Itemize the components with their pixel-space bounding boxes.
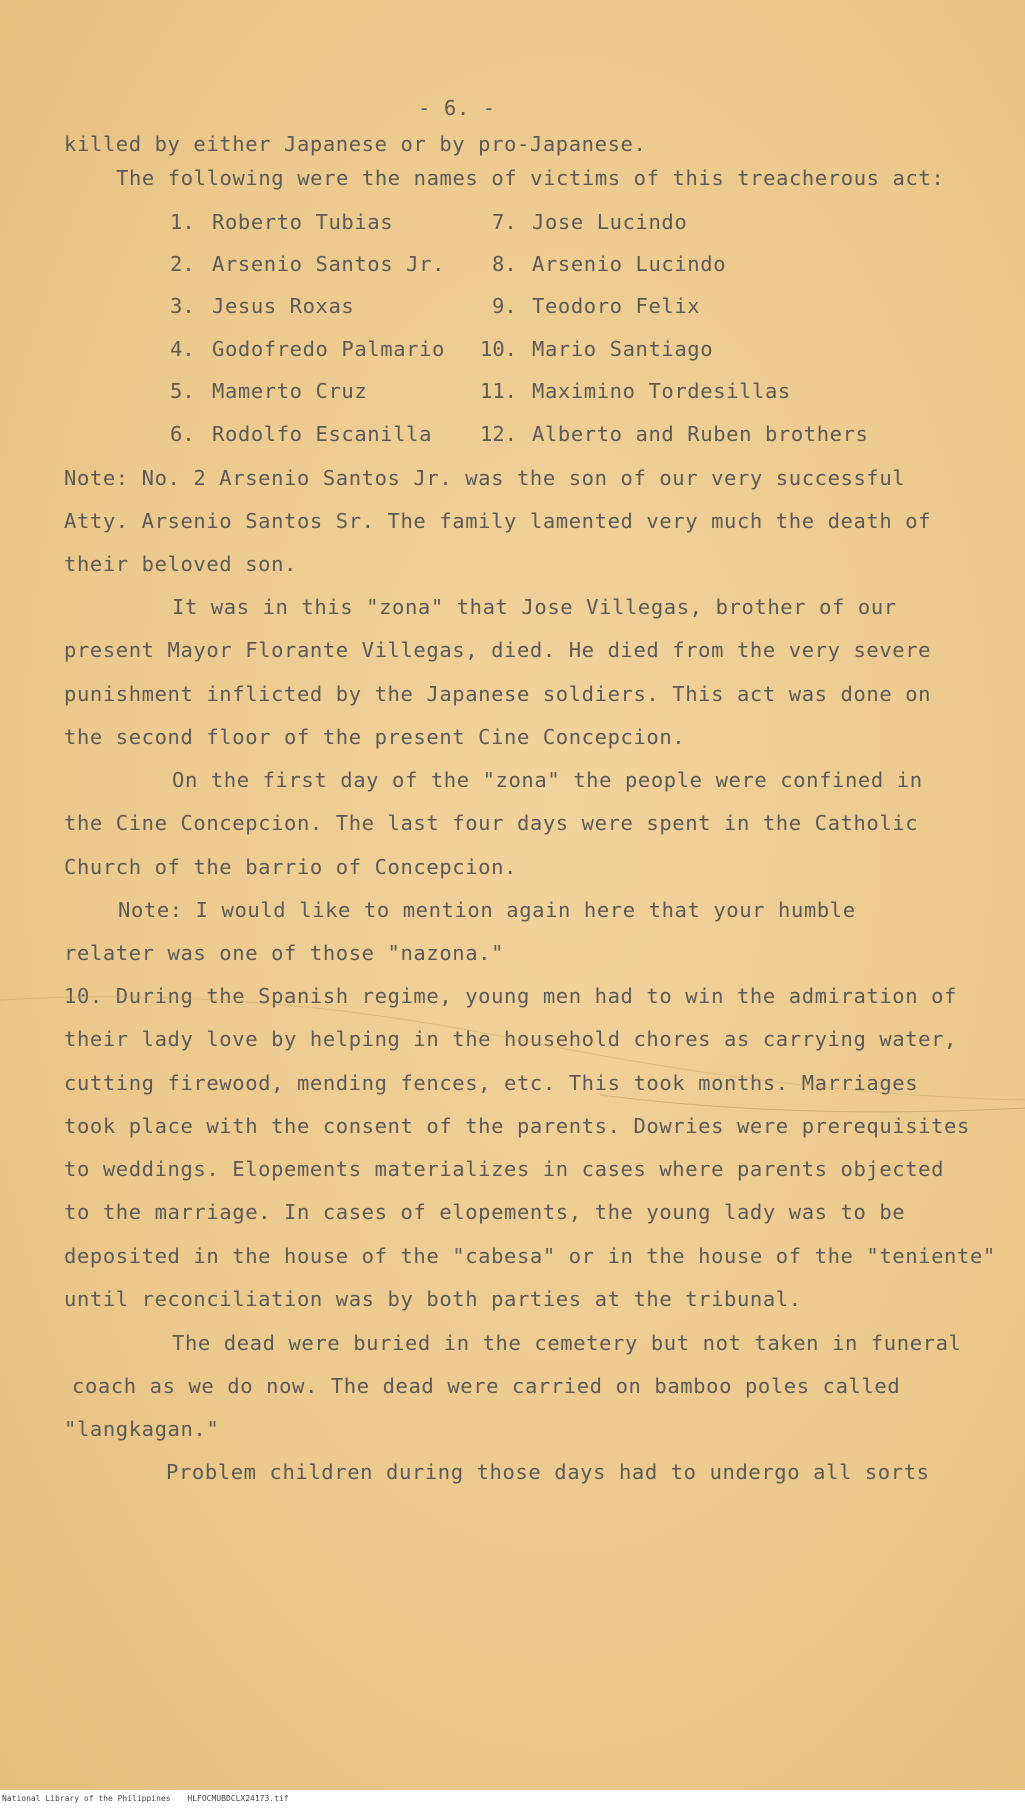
text-line: Atty. Arsenio Santos Sr. The family lamented very much the death of <box>64 509 932 533</box>
text-line: punishment inflicted by the Japanese soldiers. This act was done on <box>64 682 932 706</box>
list-name: Teodoro Felix <box>532 294 701 318</box>
text-line: present Mayor Florante Villegas, died. He died from the very severe <box>64 638 932 662</box>
list-number: 10. <box>480 337 518 361</box>
text-line: the Cine Concepcion. The last four days were spent in the Catholic <box>64 811 919 835</box>
text-line: Problem children during those days had to undergo all sorts <box>166 1460 930 1484</box>
list-name: Mario Santiago <box>532 337 714 361</box>
text-line: their lady love by helping in the household chores as carrying water, <box>64 1027 958 1051</box>
text-line: "langkagan." <box>64 1417 220 1441</box>
list-name: Rodolfo Escanilla <box>212 422 433 446</box>
list-name: Jesus Roxas <box>212 294 355 318</box>
text-line: relater was one of those "nazona." <box>64 941 505 965</box>
list-name: Arsenio Santos Jr. <box>212 252 445 276</box>
list-number: 5. <box>170 379 195 403</box>
text-line: their beloved son. <box>64 552 297 576</box>
list-number: 8. <box>492 252 517 276</box>
text-line: coach as we do now. The dead were carried on bamboo poles called <box>72 1374 901 1398</box>
list-name: Godofredo Palmario <box>212 337 445 361</box>
text-line: On the first day of the "zona" the people were confined in <box>172 768 923 792</box>
footer-file: HLFOCMUBDCLX24173.tif <box>187 1794 289 1803</box>
list-number: 3. <box>170 294 195 318</box>
list-name: Jose Lucindo <box>532 210 688 234</box>
footer-library: National Library of the Philippines <box>2 1794 171 1803</box>
text-line: The following were the names of victims of this treacherous act: <box>116 166 945 190</box>
list-name: Arsenio Lucindo <box>532 252 727 276</box>
list-name: Maximino Tordesillas <box>532 379 791 403</box>
list-number: 12. <box>480 422 518 446</box>
list-number: 11. <box>480 379 518 403</box>
text-line: until reconciliation was by both parties at the tribunal. <box>64 1287 802 1311</box>
text-line: cutting firewood, mending fences, etc. This took months. Marriages <box>64 1071 919 1095</box>
list-number: 4. <box>170 337 195 361</box>
list-number: 6. <box>170 422 195 446</box>
text-line: Note: I would like to mention again here that your humble <box>118 898 856 922</box>
list-number: 2. <box>170 252 195 276</box>
text-line: to weddings. Elopements materializes in cases where parents objected <box>64 1157 945 1181</box>
page-number: - 6. - <box>418 96 496 120</box>
list-name: Alberto and Ruben brothers <box>532 422 869 446</box>
text-line: Note: No. 2 Arsenio Santos Jr. was the son of our very successful <box>64 466 906 490</box>
text-line: deposited in the house of the "cabesa" or in the house of the "teniente" <box>64 1244 996 1268</box>
text-line: the second floor of the present Cine Concepcion. <box>64 725 686 749</box>
text-line: It was in this "zona" that Jose Villegas, brother of our <box>172 595 897 619</box>
text-line: took place with the consent of the parents. Dowries were prerequisites <box>64 1114 970 1138</box>
text-line: killed by either Japanese or by pro-Japanese. <box>64 132 647 156</box>
list-name: Mamerto Cruz <box>212 379 368 403</box>
list-number: 7. <box>492 210 517 234</box>
text-line: to the marriage. In cases of elopements, the young lady was to be <box>64 1200 906 1224</box>
text-line: Church of the barrio of Concepcion. <box>64 855 517 879</box>
list-number: 9. <box>492 294 517 318</box>
scan-footer <box>0 1790 1025 1808</box>
list-name: Roberto Tubias <box>212 210 394 234</box>
text-line: The dead were buried in the cemetery but not taken in funeral <box>172 1331 962 1355</box>
list-number: 1. <box>170 210 195 234</box>
text-line: 10. During the Spanish regime, young men had to win the admiration of <box>64 984 958 1008</box>
